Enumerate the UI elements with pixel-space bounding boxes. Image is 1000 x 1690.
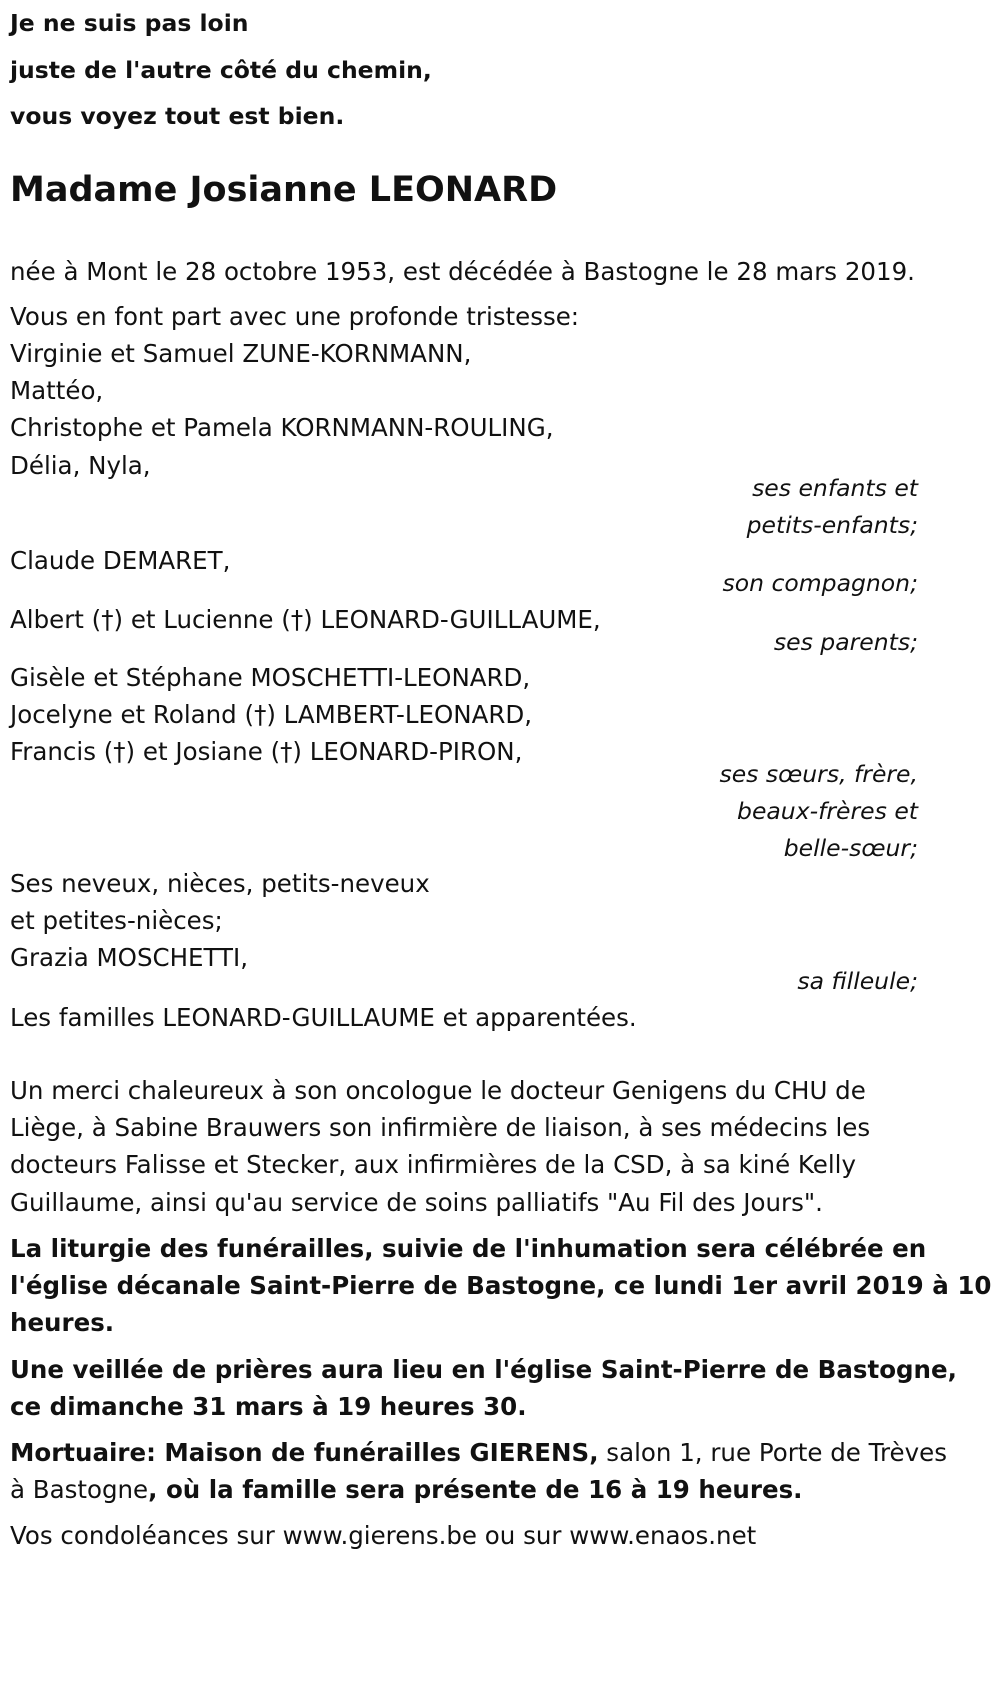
child-line-4: Délia, Nyla, bbox=[10, 451, 151, 480]
parents-role: ses parents; bbox=[773, 628, 918, 656]
siblings-role-1: ses sœurs, frère, bbox=[719, 760, 918, 788]
deceased-name: Madame Josianne LEONARD bbox=[10, 170, 558, 210]
families-text: Les familles LEONARD-GUILLAUME et apparentées. bbox=[10, 1003, 637, 1032]
sibling-line-3: Francis (†) et Josiane (†) LEONARD-PIRON, bbox=[10, 737, 523, 766]
poem-line-3: vous voyez tout est bien. bbox=[10, 102, 345, 130]
announcement-text: Vous en font part avec une profonde tristesse: bbox=[10, 302, 580, 331]
sibling-line-1: Gisèle et Stéphane MOSCHETTI-LEONARD, bbox=[10, 663, 531, 692]
vigil-line-2: ce dimanche 31 mars à 19 heures 30. bbox=[10, 1392, 527, 1421]
siblings-role-3: belle-sœur; bbox=[783, 834, 918, 862]
child-line-1: Virginie et Samuel ZUNE-KORNMANN, bbox=[10, 339, 472, 368]
siblings-role-2: beaux-frères et bbox=[737, 797, 918, 825]
poem-line-2: juste de l'autre côté du chemin, bbox=[10, 56, 432, 84]
sibling-line-2: Jocelyne et Roland (†) LAMBERT-LEONARD, bbox=[10, 700, 533, 729]
children-role-1: ses enfants et bbox=[752, 474, 918, 502]
parents-names: Albert (†) et Lucienne (†) LEONARD-GUILLAUME, bbox=[10, 605, 601, 634]
nephews-line-2: et petites-nièces; bbox=[10, 906, 223, 935]
mortuary-heading: Mortuaire: Maison de funérailles GIERENS, bbox=[10, 1438, 599, 1467]
companion-name: Claude DEMARET, bbox=[10, 546, 231, 575]
thanks-line-1: Un merci chaleureux à son oncologue le docteur Genigens du CHU de bbox=[10, 1076, 866, 1105]
child-line-2: Mattéo, bbox=[10, 376, 104, 405]
children-role-2: petits-enfants; bbox=[746, 511, 918, 539]
vigil-line-1: Une veillée de prières aura lieu en l'église Saint-Pierre de Bastogne, bbox=[10, 1355, 957, 1384]
thanks-line-2: Liège, à Sabine Brauwers son infirmière de liaison, à ses médecins les bbox=[10, 1113, 871, 1142]
condolences-text: Vos condoléances sur www.gierens.be ou sur www.enaos.net bbox=[10, 1521, 757, 1550]
liturgy-line-1: La liturgie des funérailles, suivie de l'inhumation sera célébrée en bbox=[10, 1234, 927, 1263]
thanks-line-3: docteurs Falisse et Stecker, aux infirmières de la CSD, à sa kiné Kelly bbox=[10, 1150, 856, 1179]
mortuary-city: à Bastogne bbox=[10, 1475, 149, 1504]
mortuary-address: salon 1, rue Porte de Trèves bbox=[598, 1438, 947, 1467]
child-line-3: Christophe et Pamela KORNMANN-ROULING, bbox=[10, 413, 554, 442]
goddaughter-role: sa filleule; bbox=[797, 967, 918, 995]
mortuary-line-1 bbox=[10, 1438, 947, 1468]
liturgy-line-2: l'église décanale Saint-Pierre de Bastogne, ce lundi 1er avril 2019 à 10 bbox=[10, 1271, 992, 1300]
goddaughter-name: Grazia MOSCHETTI, bbox=[10, 943, 249, 972]
mortuary-line-2 bbox=[10, 1475, 802, 1505]
companion-role: son compagnon; bbox=[722, 569, 918, 597]
thanks-line-4: Guillaume, ainsi qu'au service de soins palliatifs "Au Fil des Jours". bbox=[10, 1188, 823, 1217]
mortuary-hours: , où la famille sera présente de 16 à 19 heures. bbox=[148, 1475, 803, 1504]
poem-line-1: Je ne suis pas loin bbox=[10, 9, 249, 37]
nephews-line-1: Ses neveux, nièces, petits-neveux bbox=[10, 869, 430, 898]
liturgy-line-3: heures. bbox=[10, 1308, 115, 1337]
birth-death-text: née à Mont le 28 octobre 1953, est décédée à Bastogne le 28 mars 2019. bbox=[10, 257, 915, 286]
